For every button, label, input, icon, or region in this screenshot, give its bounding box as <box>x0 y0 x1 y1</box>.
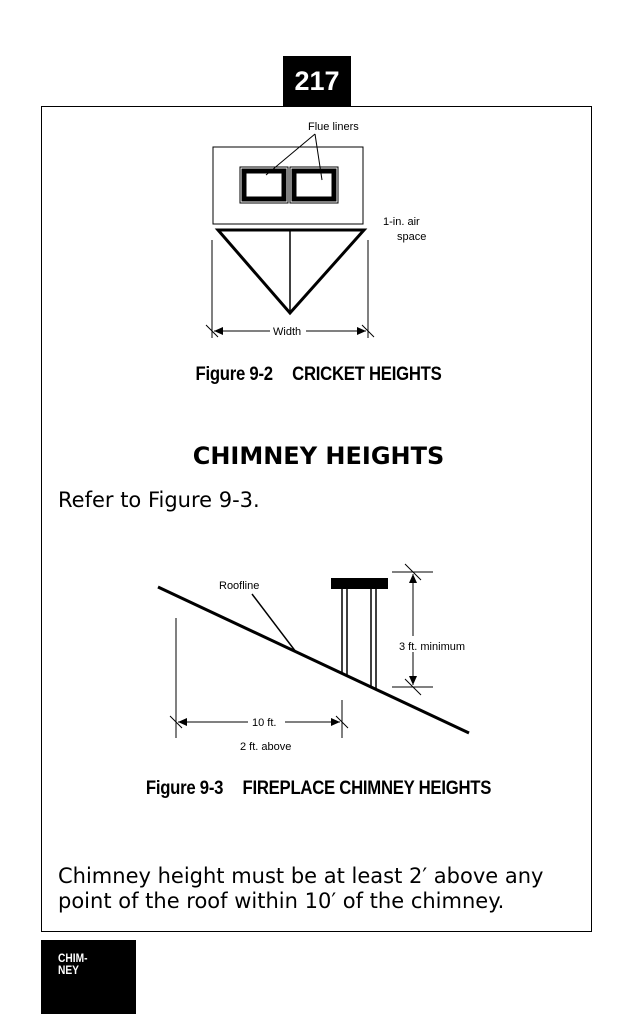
figure-9-2-number: Figure 9-2 <box>195 364 273 385</box>
figure-9-3-caption <box>38 778 599 800</box>
chimney-height-diagram <box>0 560 637 760</box>
air-space-label-1: 1-in. air <box>383 216 420 228</box>
figure-9-3-title: FIREPLACE CHIMNEY HEIGHTS <box>242 778 492 799</box>
footer-text: Chimney height must be at least 2′ above any point of the roof within 10′ of the chimney. <box>58 864 544 913</box>
width-label: Width <box>273 326 302 338</box>
distance-label: 10 ft. <box>252 717 277 729</box>
figure-9-3-number: Figure 9-3 <box>145 778 224 799</box>
figure-9-2-title: CRICKET HEIGHTS <box>292 364 442 385</box>
cricket-triangle <box>218 230 364 313</box>
section-tab-label: CHIM- NEY <box>58 951 88 977</box>
intro-text: Refer to Figure 9-3. <box>58 488 260 512</box>
minimum-label: 3 ft. minimum <box>399 641 466 653</box>
page-number: 217 <box>283 56 351 106</box>
section-heading: CHIMNEY HEIGHTS <box>192 442 445 470</box>
cricket-diagram <box>0 0 637 360</box>
chimney-cap <box>331 578 388 589</box>
flue-liners-label: Flue liners <box>308 121 359 133</box>
figure-9-2-caption <box>38 364 599 386</box>
air-space-label-2: space <box>397 231 427 243</box>
above-label: 2 ft. above <box>240 741 292 753</box>
roofline <box>158 587 469 733</box>
roofline-label: Roofline <box>219 580 260 592</box>
section-tab <box>41 940 136 1014</box>
